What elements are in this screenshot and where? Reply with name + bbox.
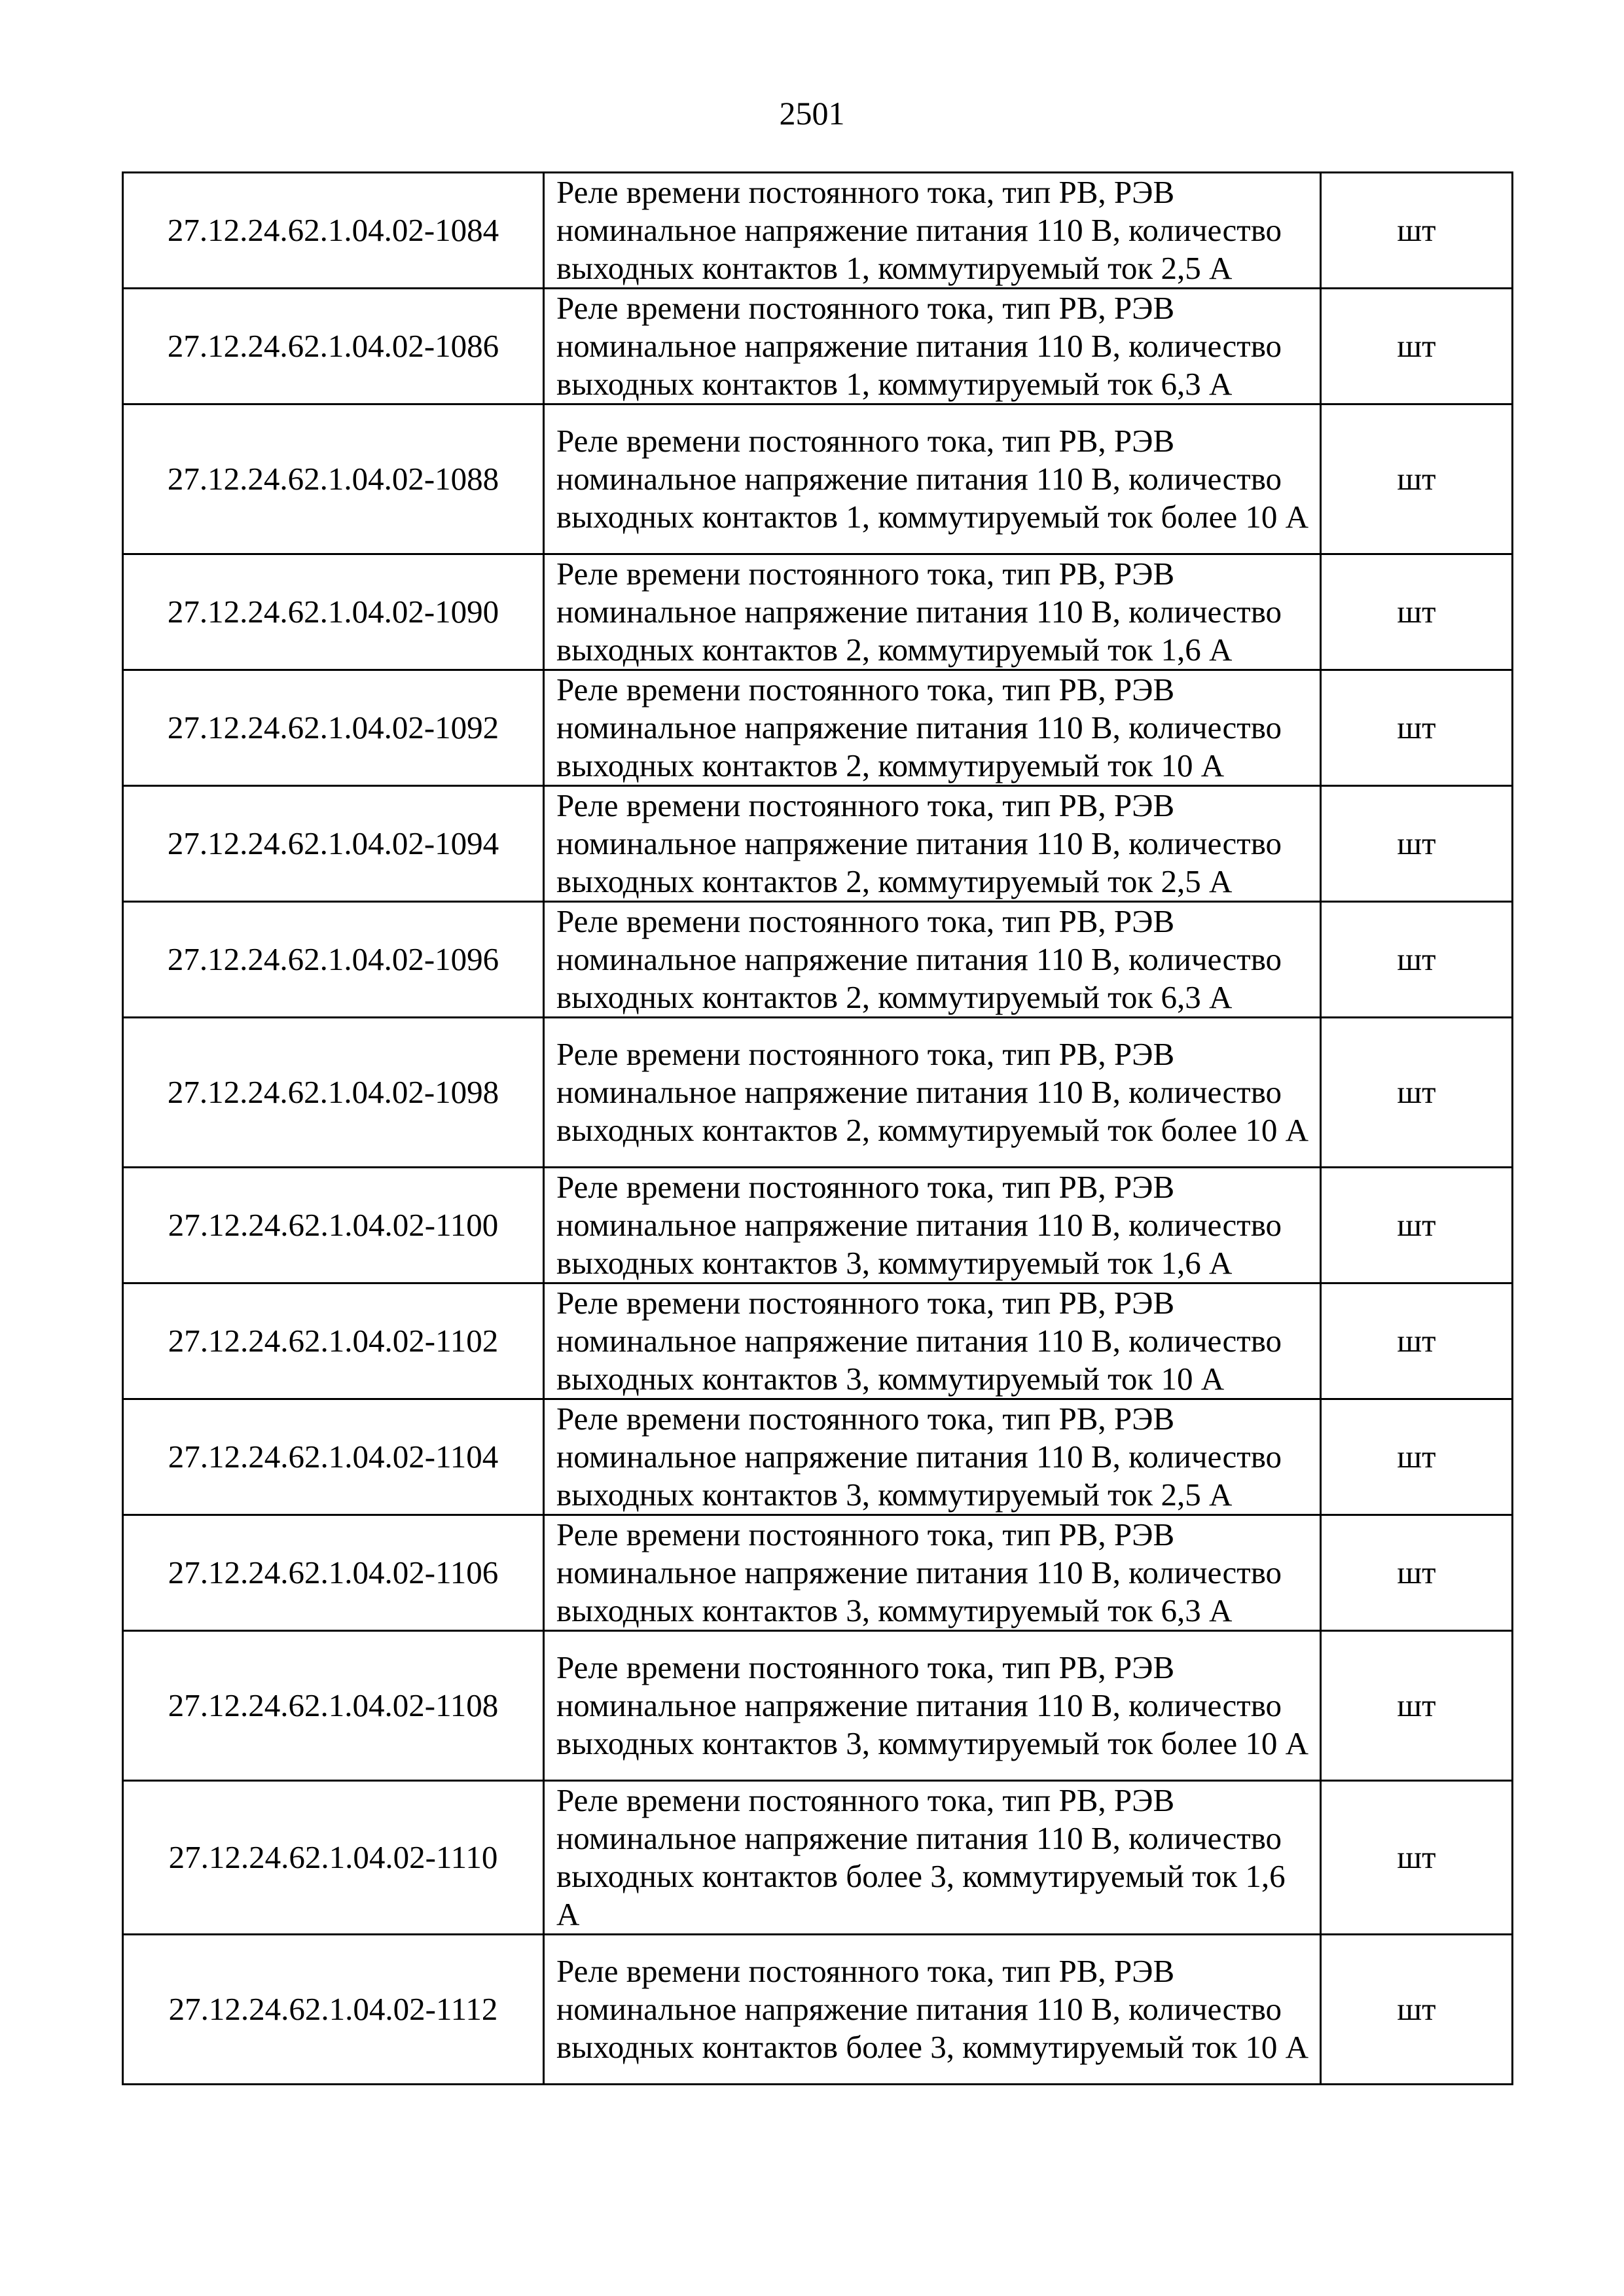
code-cell: 27.12.24.62.1.04.02-1092	[123, 670, 544, 786]
code-cell: 27.12.24.62.1.04.02-1112	[123, 1935, 544, 2085]
code-cell: 27.12.24.62.1.04.02-1104	[123, 1399, 544, 1515]
description-cell: Реле времени постоянного тока, тип РВ, РЭВ номинальное напряжение питания 110 В, количество выходных контактов 3, коммутируемый ток 10 А	[544, 1283, 1321, 1399]
description-cell: Реле времени постоянного тока, тип РВ, РЭВ номинальное напряжение питания 110 В, количество выходных контактов более 3, коммутируемый ток 1,6 А	[544, 1781, 1321, 1935]
code-cell: 27.12.24.62.1.04.02-1100	[123, 1168, 544, 1283]
unit-cell: шт	[1321, 289, 1513, 404]
description-cell: Реле времени постоянного тока, тип РВ, РЭВ номинальное напряжение питания 110 В, количество выходных контактов 2, коммутируемый ток 1,6 А	[544, 554, 1321, 670]
description-cell: Реле времени постоянного тока, тип РВ, РЭВ номинальное напряжение питания 110 В, количество выходных контактов 1, коммутируемый ток 6,3 А	[544, 289, 1321, 404]
code-cell: 27.12.24.62.1.04.02-1094	[123, 786, 544, 902]
description-cell: Реле времени постоянного тока, тип РВ, РЭВ номинальное напряжение питания 110 В, количество выходных контактов 3, коммутируемый ток более 10 А	[544, 1631, 1321, 1781]
table-row	[123, 786, 1513, 902]
description-cell: Реле времени постоянного тока, тип РВ, РЭВ номинальное напряжение питания 110 В, количество выходных контактов 3, коммутируемый ток 2,5 А	[544, 1399, 1321, 1515]
description-cell: Реле времени постоянного тока, тип РВ, РЭВ номинальное напряжение питания 110 В, количество выходных контактов 2, коммутируемый ток 10 А	[544, 670, 1321, 786]
unit-cell: шт	[1321, 786, 1513, 902]
code-cell: 27.12.24.62.1.04.02-1096	[123, 902, 544, 1018]
code-cell: 27.12.24.62.1.04.02-1084	[123, 173, 544, 289]
description-cell: Реле времени постоянного тока, тип РВ, РЭВ номинальное напряжение питания 110 В, количество выходных контактов 1, коммутируемый ток 2,5 А	[544, 173, 1321, 289]
code-cell: 27.12.24.62.1.04.02-1088	[123, 404, 544, 554]
code-cell: 27.12.24.62.1.04.02-1086	[123, 289, 544, 404]
description-cell: Реле времени постоянного тока, тип РВ, РЭВ номинальное напряжение питания 110 В, количество выходных контактов 2, коммутируемый ток 6,3 А	[544, 902, 1321, 1018]
table-row	[123, 1399, 1513, 1515]
description-cell: Реле времени постоянного тока, тип РВ, РЭВ номинальное напряжение питания 110 В, количество выходных контактов 1, коммутируемый ток более 10 А	[544, 404, 1321, 554]
code-cell: 27.12.24.62.1.04.02-1090	[123, 554, 544, 670]
table-row	[123, 554, 1513, 670]
table-row	[123, 1018, 1513, 1168]
table-row	[123, 1283, 1513, 1399]
table-row	[123, 1168, 1513, 1283]
unit-cell: шт	[1321, 1168, 1513, 1283]
table-row	[123, 404, 1513, 554]
table-row	[123, 173, 1513, 289]
description-cell: Реле времени постоянного тока, тип РВ, РЭВ номинальное напряжение питания 110 В, количество выходных контактов 3, коммутируемый ток 1,6 А	[544, 1168, 1321, 1283]
description-cell: Реле времени постоянного тока, тип РВ, РЭВ номинальное напряжение питания 110 В, количество выходных контактов 2, коммутируемый ток более 10 А	[544, 1018, 1321, 1168]
unit-cell: шт	[1321, 404, 1513, 554]
unit-cell: шт	[1321, 1515, 1513, 1631]
table-row	[123, 902, 1513, 1018]
code-cell: 27.12.24.62.1.04.02-1110	[123, 1781, 544, 1935]
unit-cell: шт	[1321, 1781, 1513, 1935]
code-cell: 27.12.24.62.1.04.02-1098	[123, 1018, 544, 1168]
description-cell: Реле времени постоянного тока, тип РВ, РЭВ номинальное напряжение питания 110 В, количество выходных контактов 3, коммутируемый ток 6,3 А	[544, 1515, 1321, 1631]
unit-cell: шт	[1321, 1018, 1513, 1168]
unit-cell: шт	[1321, 902, 1513, 1018]
description-cell: Реле времени постоянного тока, тип РВ, РЭВ номинальное напряжение питания 110 В, количество выходных контактов 2, коммутируемый ток 2,5 А	[544, 786, 1321, 902]
unit-cell: шт	[1321, 670, 1513, 786]
table-row	[123, 1515, 1513, 1631]
classifier-table	[122, 171, 1513, 2085]
table-row	[123, 1935, 1513, 2085]
code-cell: 27.12.24.62.1.04.02-1108	[123, 1631, 544, 1781]
table-row	[123, 670, 1513, 786]
unit-cell: шт	[1321, 173, 1513, 289]
code-cell: 27.12.24.62.1.04.02-1102	[123, 1283, 544, 1399]
unit-cell: шт	[1321, 554, 1513, 670]
code-cell: 27.12.24.62.1.04.02-1106	[123, 1515, 544, 1631]
page-number: 2501	[779, 95, 845, 132]
unit-cell: шт	[1321, 1935, 1513, 2085]
unit-cell: шт	[1321, 1283, 1513, 1399]
unit-cell: шт	[1321, 1399, 1513, 1515]
table-row	[123, 1631, 1513, 1781]
description-cell: Реле времени постоянного тока, тип РВ, РЭВ номинальное напряжение питания 110 В, количество выходных контактов более 3, коммутируемый ток 10 А	[544, 1935, 1321, 2085]
unit-cell: шт	[1321, 1631, 1513, 1781]
table-row	[123, 1781, 1513, 1935]
table-row	[123, 289, 1513, 404]
